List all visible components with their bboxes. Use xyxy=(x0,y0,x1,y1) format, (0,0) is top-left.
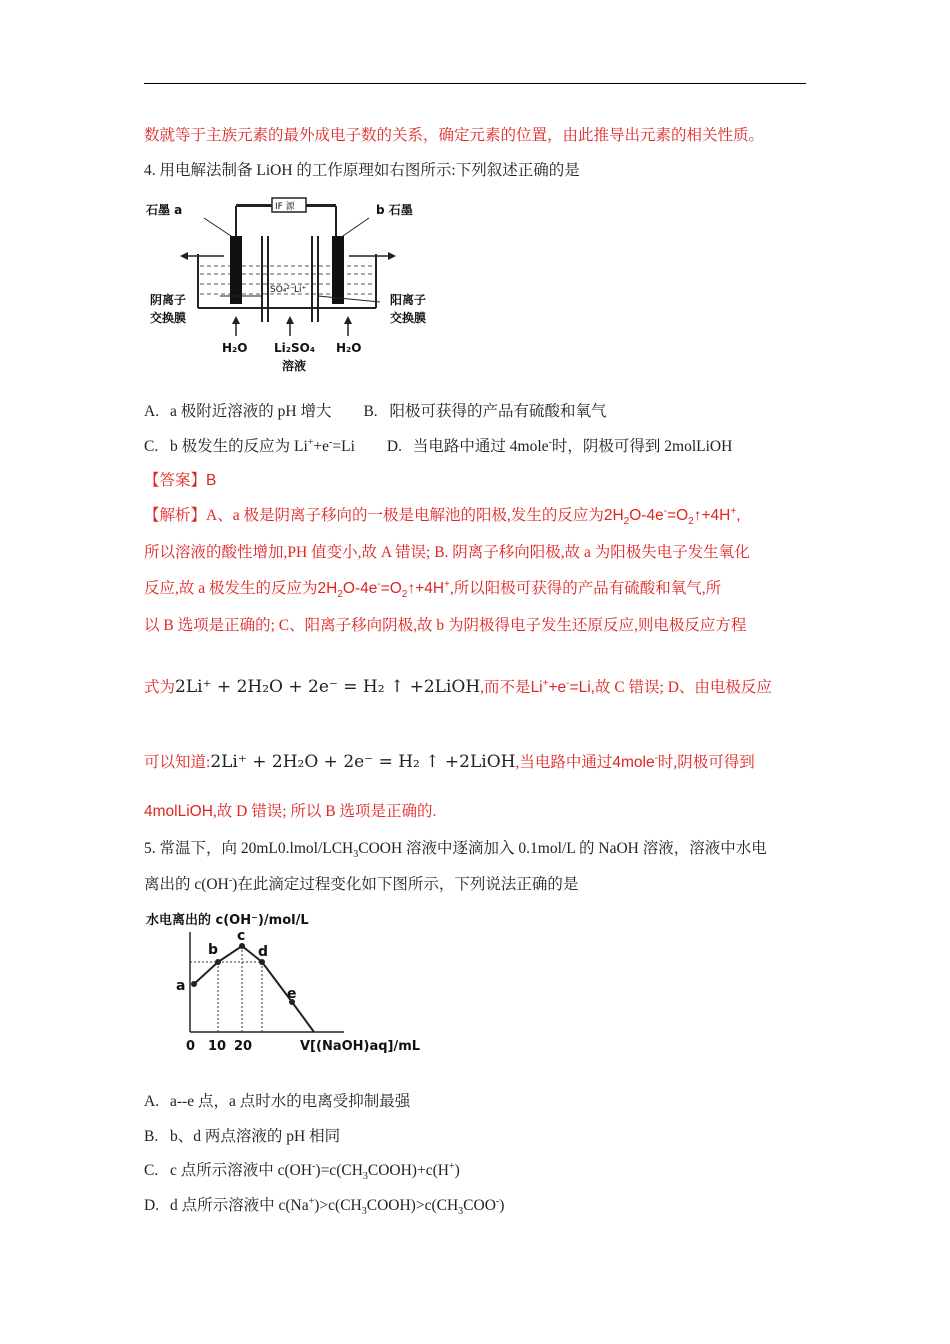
q4-option-b[interactable]: B. 阳极可获得的产品有硫酸和氧气 xyxy=(363,403,607,420)
inlet-left-label: H₂O xyxy=(222,341,248,355)
q4-analysis-line-6: 可以知道:2Li⁺ + 2H₂O + 2e⁻ = H₂ ↑ +2LiOH,当电路中通过4mole-时,阴极可得到 xyxy=(144,752,755,772)
anode-equation-2: $2H_2O-4e^-=O_2↑+4H^+$ xyxy=(317,578,450,601)
q4-option-c[interactable]: C. b 极发生的反应为 Li++e-=Li xyxy=(144,436,355,455)
prev-explanation: 数就等于主族元素的最外成电子数的关系，确定元素的位置，由此推导出元素的相关性质。 xyxy=(144,127,765,144)
anion-membrane-label-2: 交换膜 xyxy=(150,311,187,325)
q5-option-d[interactable]: D. d 点所示溶液中 $c(Na^+)>c(CH_3COOH)>c(CH_3COO^-)$ xyxy=(144,1195,505,1218)
inlet-right-label: H₂O xyxy=(336,341,362,355)
electrolysis-diagram xyxy=(144,196,444,380)
point-a xyxy=(191,981,197,987)
q5-option-b[interactable]: B. b、d 两点溶液的 pH 相同 xyxy=(144,1128,341,1145)
q4-options-cd xyxy=(144,436,809,458)
cation-membrane-label-2: 交换膜 xyxy=(390,311,427,325)
q4-analysis-line-7: 4molLiOH,故 D 错误; 所以 B 选项是正确的. xyxy=(144,803,437,820)
cathode-equation: 2Li⁺ + 2H₂O + 2e⁻ = H₂ ↑ +2LiOH xyxy=(175,677,481,697)
q4-analysis-line-5: 式为2Li⁺ + 2H₂O + 2e⁻ = H₂ ↑ +2LiOH,而不是Li++e-=Li,故 C 错误; D、由电极反应 xyxy=(144,677,772,697)
graph-ylabel: 水电离出的 c(OH⁻)/mol/L xyxy=(146,913,309,928)
point-c-label: c xyxy=(237,928,246,944)
point-b-label: b xyxy=(208,942,219,958)
li-ion-label: Li⁺ xyxy=(294,285,307,295)
q4-analysis-line-2: 所以溶液的酸性增加,PH 值变小,故 A 错误; B. 阴离子移向阳极,故 a 为阳极失电子发生氧化 xyxy=(144,544,750,561)
so4-ion-label: SO₄²⁻ xyxy=(270,285,295,295)
q4-stem: 4. 用电解法制备 LiOH 的工作原理如右图所示:下列叙述正确的是 xyxy=(144,162,580,179)
q5-stem-line-1: 5. 常温下，向 $20mL0.lmol/LCH_3COOH$ 溶液中逐滴加入 0.1mol/L 的 NaOH 溶液，溶液中水电 xyxy=(144,840,767,861)
anion-membrane-label-1: 阴离子 xyxy=(150,293,187,307)
tick-20: 20 xyxy=(234,1039,253,1054)
q4-analysis-line-3: 反应,故 a 极发生的反应为$2H_2O-4e^-=O_2↑+4H^+$,所以阳极可获得的产品有硫酸和氧气,所 xyxy=(144,578,722,601)
tick-10: 10 xyxy=(208,1039,227,1054)
q5-option-c[interactable]: C. c 点所示溶液中 $c(OH^-)=c(CH_3COOH)+c(H^+)$ xyxy=(144,1160,460,1183)
q5-stem-line-2: 离出的 c(OH-)在此滴定过程变化如下图所示，下列说法正确的是 xyxy=(144,874,579,893)
electrode-a-label: 石墨 a xyxy=(146,203,183,217)
point-a-label: a xyxy=(176,978,186,994)
inlet-mid-label: Li₂SO₄ xyxy=(274,341,316,355)
q4-option-a[interactable]: A. a 极附近溶液的 pH 增大 xyxy=(144,403,332,420)
graph-xlabel: V[(NaOH)aq]/mL xyxy=(300,1039,421,1054)
anode-equation: $2H_2O-4e^-=O_2↑+4H^+$, xyxy=(603,505,741,528)
power-label: IF 源 xyxy=(275,202,295,212)
q4-analysis-line-1: 【解析】A、a 极是阴离子移向的一极是电解池的阳极,发生的反应为$2H_2O-4e^-=O_2↑+4H^+$, xyxy=(144,505,741,528)
point-e-label: e xyxy=(287,986,297,1002)
q5-option-a[interactable]: A. a--e 点，a 点时水的电离受抑制最强 xyxy=(144,1093,411,1110)
titration-graph xyxy=(144,908,434,1060)
cation-membrane-label-1: 阳离子 xyxy=(390,293,427,307)
q4-answer: 【答案】B xyxy=(144,472,217,489)
header-rule xyxy=(144,83,806,84)
point-b xyxy=(215,959,221,965)
tick-0: 0 xyxy=(186,1039,196,1054)
q4-option-d[interactable]: D. 当电路中通过 4mole-时，阴极可得到 2molLiOH xyxy=(386,436,733,455)
cathode-equation-2: 2Li⁺ + 2H₂O + 2e⁻ = H₂ ↑ +2LiOH xyxy=(210,752,516,772)
point-d-label: d xyxy=(258,944,269,960)
inlet-mid-label-2: 溶液 xyxy=(282,359,307,373)
electrode-b-label: b 石墨 xyxy=(376,203,413,217)
q4-analysis-line-4: 以 B 选项是正确的; C、阳离子移向阴极,故 b 为阴极得电子发生还原反应,则电极反应方程 xyxy=(144,617,747,634)
q4-options-ab xyxy=(144,401,809,423)
